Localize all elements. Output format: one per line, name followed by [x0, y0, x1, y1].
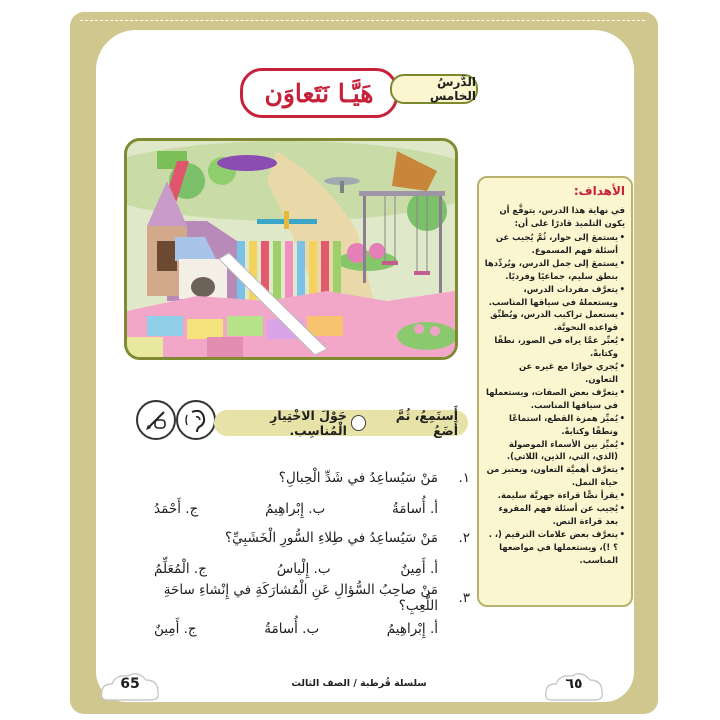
objective-item: • يُعبِّر عمَّا يراه في الصور، نطقًا وكتابةً. — [484, 334, 625, 360]
objective-item: • يستمعَ إلى جمل الدرس، ويُردِّدها بنطق سليم، جماعيًا وفرديًا. — [484, 257, 625, 283]
page-number-latin: 65 — [120, 676, 140, 692]
question-number: ٣. — [458, 590, 470, 606]
lesson-label: الدَّرسُ الخامس — [390, 74, 478, 104]
objectives-heading: الأهداف: — [573, 184, 625, 198]
objective-item: • يتعرَّف بعض علامات الترقيم (، . ؟ !)، ويستعملها في مواضعها المناسب. — [484, 528, 625, 567]
listen-ear-icon — [176, 400, 216, 440]
option-b[interactable]: ب. إِبْراهِيمُ — [265, 501, 326, 517]
instruction-text-start: أَستَمِعُ، ثُمَّ أَضَعُ — [395, 408, 458, 438]
instruction-bar — [214, 410, 468, 436]
objective-item: • يُميِّز همزة القطع، استماعًا ونطقًا وكتابةً. — [484, 412, 625, 438]
answer-circle-icon — [351, 415, 366, 431]
page-number-arabic: ٦٥ — [565, 676, 583, 692]
objective-item: • يتعرَّف أهميَّة التعاون، ويعتبر من حياة النمل. — [484, 463, 625, 489]
option-c[interactable]: ج. أَحْمَدُ — [154, 501, 199, 517]
objectives-box — [477, 176, 633, 607]
question-text: مَنْ سَيُساعِدُ في شَدِّ الْحِبالِ؟ — [278, 470, 438, 486]
objective-item: • يستمعَ إلى حوار، ثُمَّ يُجيب عن أسئلة فهم المسموع. — [484, 231, 625, 257]
objective-item: • يتعرَّف بعض الصفات، ويستعملها في سياقها المناسب. — [484, 386, 625, 412]
objective-item: • يقرأ نصًّا قراءة جهريَّة سليمة. — [484, 489, 625, 502]
frame-dash-line — [80, 20, 645, 30]
lesson-header — [240, 68, 476, 120]
question-1 — [140, 466, 470, 520]
playground-illustration — [124, 138, 458, 360]
pencil-hand-icon — [136, 400, 176, 440]
option-c[interactable]: ج. الْمُعَلِّمُ — [154, 561, 207, 577]
objectives-intro: في نهاية هذا الدرس، يتوقَّع أن يكون التلميذ قادرًا على أن: — [499, 205, 625, 228]
series-title: سلسلة قُرطبة / الصف الثالث — [291, 678, 427, 689]
question-2 — [140, 526, 470, 580]
question-number: ١. — [458, 470, 470, 486]
objective-item: • يستعمل تراكيب الدرس، ويُطبِّق قواعده النحويَّة. — [484, 308, 625, 334]
objective-item: • يتعرَّف مفردات الدرس، ويستعملهُ في سياقها المناسب. — [484, 283, 625, 309]
question-text: مَنْ صاحِبُ السُّؤالِ عَنِ الْمُشارَكَةِ في إِنْشاءِ ساحَةِ اللَّعِبِ؟ — [163, 582, 438, 614]
option-a[interactable]: أ. إِبْراهِيمُ — [386, 621, 438, 637]
objective-item: • يُجيب عن أسئلة فهم المقروء بعد قراءة النص. — [484, 502, 625, 528]
question-text: مَنْ سَيُساعِدُ في طِلاءِ السُّورِ الْخَشَبِيِّ؟ — [224, 530, 438, 546]
lesson-title: هَيَّـا نَتَعاوَن — [264, 78, 374, 108]
option-b[interactable]: ب. إِلْياسُ — [276, 561, 331, 577]
option-a[interactable]: أ. أُسامَةُ — [392, 501, 438, 517]
instruction-text-end: حَوْلَ الاخْتِيارِ الْمُناسِب. — [270, 408, 347, 438]
option-b[interactable]: ب. أُسامَةُ — [264, 621, 320, 637]
option-a[interactable]: أ. أَمِينٌ — [400, 561, 438, 577]
option-c[interactable]: ج. أَمِينٌ — [154, 621, 197, 637]
objective-item: • يُجري حوارًا مع غيره عن التعاون. — [484, 360, 625, 386]
lesson-title-pill — [240, 68, 398, 118]
objectives-list — [484, 231, 625, 567]
question-3 — [140, 582, 470, 640]
question-number: ٢. — [458, 530, 470, 546]
objective-item: • يُميِّز بين الأسماء الموصولة (الذي، التي، الذين، اللاتي). — [484, 438, 625, 464]
